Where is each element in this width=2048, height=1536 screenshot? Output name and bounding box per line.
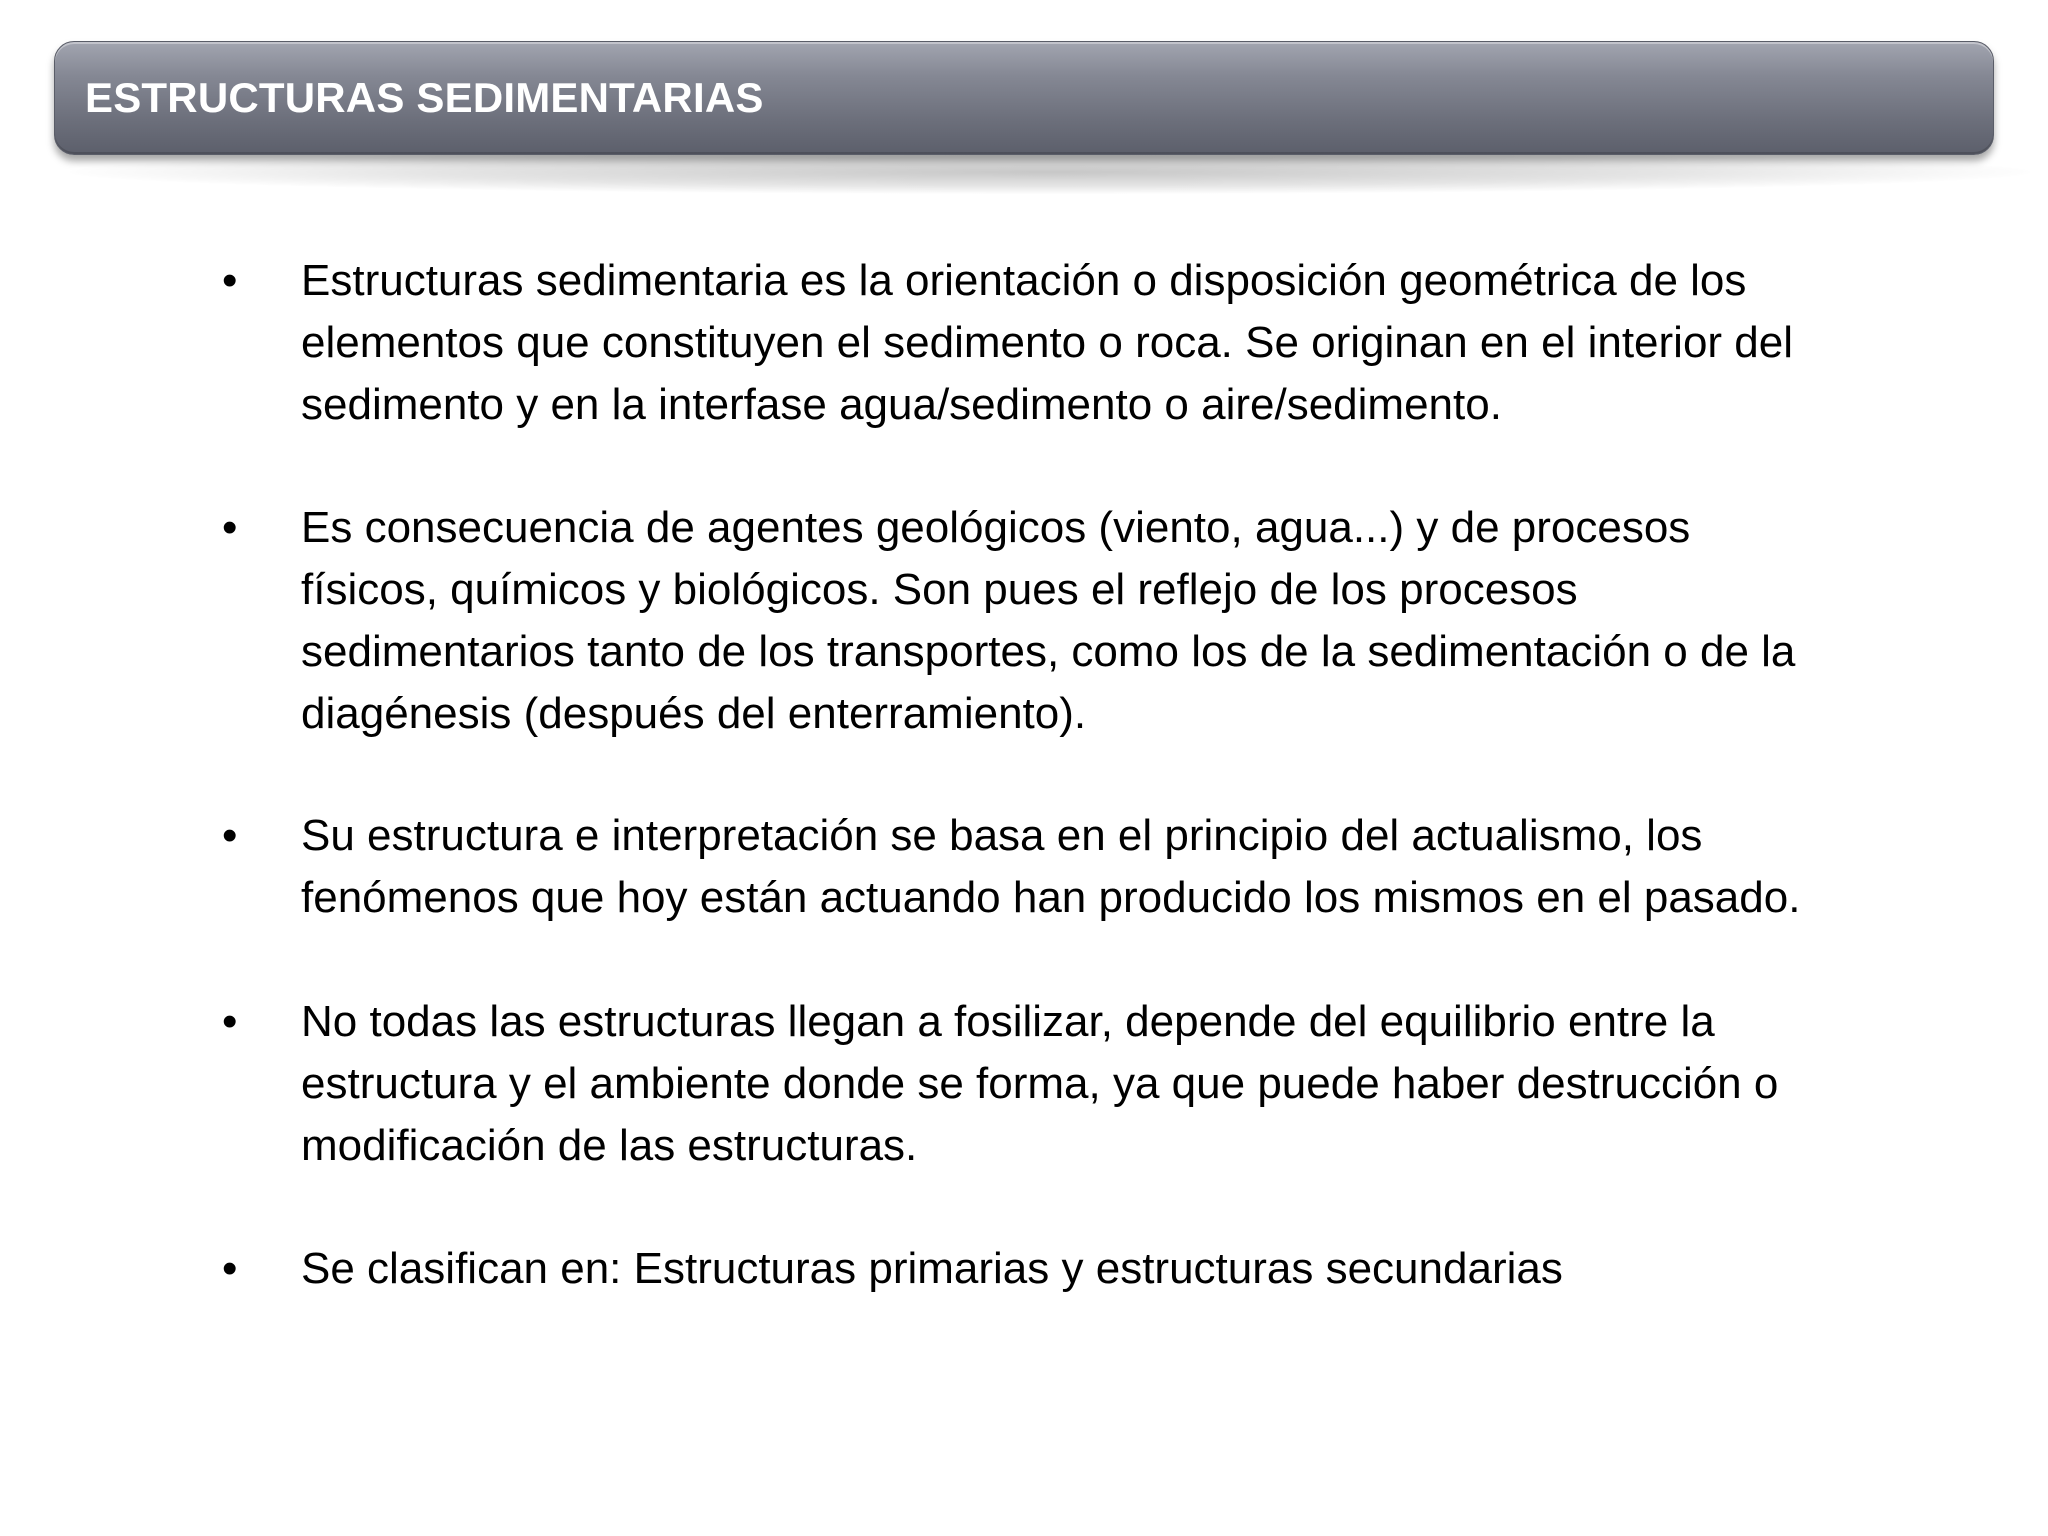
- bullet-line: Es consecuencia de agentes geológicos (viento, agua...) y de procesos: [301, 503, 1691, 552]
- bullet-line: fenómenos que hoy están actuando han producido los mismos en el pasado.: [301, 873, 1801, 922]
- bullet-marker: •: [222, 256, 238, 305]
- bullet-line: elementos que constituyen el sedimento o roca. Se originan en el interior del: [301, 318, 1794, 367]
- bullet-line: físicos, químicos y biológicos. Son pues el reflejo de los procesos: [301, 565, 1578, 614]
- bullet-line: estructura y el ambiente donde se forma, ya que puede haber destrucción o: [301, 1059, 1779, 1108]
- bullet-line: Estructuras sedimentaria es la orientación o disposición geométrica de los: [301, 256, 1747, 305]
- bullet-line: modificación de las estructuras.: [301, 1121, 918, 1170]
- bullet-line: sedimento y en la interfase agua/sedimento o aire/sedimento.: [301, 380, 1502, 429]
- bullet-line: sedimentarios tanto de los transportes, como los de la sedimentación o de la: [301, 627, 1796, 676]
- bullet-text: [301, 805, 1921, 929]
- bullet-line: Se clasifican en: Estructuras primarias y estructuras secundarias: [301, 1244, 1563, 1293]
- bullet-line: Su estructura e interpretación se basa en el principio del actualismo, los: [301, 811, 1703, 860]
- bullet-text: [301, 250, 1921, 436]
- bullet-marker: •: [222, 1244, 238, 1293]
- bullet-marker: •: [222, 997, 238, 1046]
- bullet-line: diagénesis (después del enterramiento).: [301, 689, 1087, 738]
- bullet-text: [301, 497, 1921, 745]
- bullet-marker: •: [222, 503, 238, 552]
- bullet-line: No todas las estructuras llegan a fosilizar, depende del equilibrio entre la: [301, 997, 1715, 1046]
- bullet-marker: •: [222, 811, 238, 860]
- bullet-text: [301, 991, 1921, 1177]
- slide-title: ESTRUCTURAS SEDIMENTARIAS: [85, 74, 764, 121]
- bullet-text: [301, 1238, 1921, 1300]
